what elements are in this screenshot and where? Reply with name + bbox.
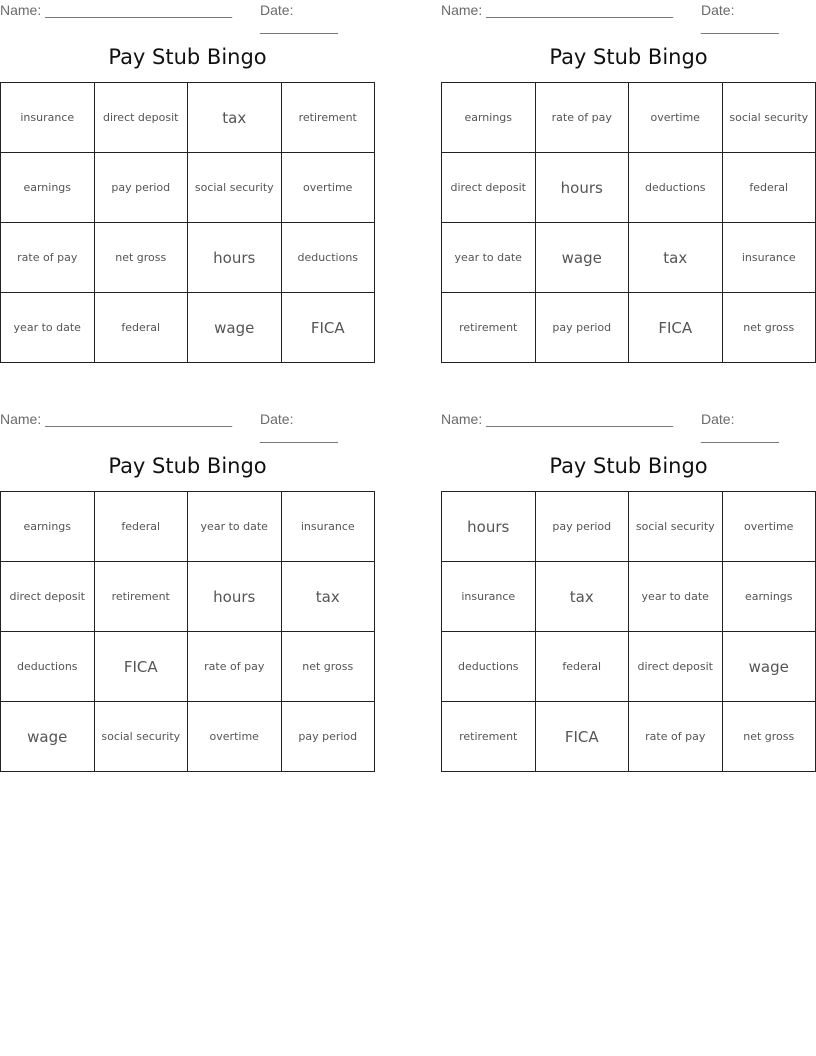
name-field-label: Name: ________________________ [0, 2, 232, 18]
bingo-cell: retirement [282, 83, 376, 153]
bingo-cell: net gross [723, 702, 816, 772]
bingo-cell: wage [1, 702, 95, 772]
card-title: Pay Stub Bingo [108, 454, 267, 478]
bingo-cell: net gross [282, 632, 376, 702]
bingo-cell: net gross [723, 293, 816, 363]
bingo-cell: insurance [1, 83, 95, 153]
bingo-cell: overtime [723, 492, 816, 562]
date-field-label: Date: __________ [701, 411, 779, 443]
name-field-label: Name: ________________________ [441, 411, 673, 427]
bingo-cell: earnings [442, 83, 536, 153]
card-title: Pay Stub Bingo [549, 454, 708, 478]
card-title: Pay Stub Bingo [549, 45, 708, 69]
bingo-cell: overtime [282, 153, 376, 223]
bingo-cell: year to date [1, 293, 95, 363]
name-date-line [0, 0, 375, 34]
bingo-cell: rate of pay [629, 702, 723, 772]
name-date-line [441, 0, 816, 34]
bingo-cell: deductions [442, 632, 536, 702]
bingo-cell: direct deposit [629, 632, 723, 702]
name-date-line [0, 409, 375, 443]
card-title: Pay Stub Bingo [108, 45, 267, 69]
bingo-cell: retirement [95, 562, 189, 632]
bingo-cell: retirement [442, 702, 536, 772]
bingo-cell: federal [536, 632, 630, 702]
name-field-label: Name: ________________________ [0, 411, 232, 427]
bingo-cell: FICA [95, 632, 189, 702]
bingo-cell: year to date [442, 223, 536, 293]
bingo-cell: tax [188, 83, 282, 153]
bingo-cell: hours [188, 223, 282, 293]
bingo-cell: earnings [723, 562, 816, 632]
bingo-cell: retirement [442, 293, 536, 363]
bingo-cell: tax [629, 223, 723, 293]
bingo-grid [441, 491, 816, 772]
bingo-cell: federal [723, 153, 816, 223]
bingo-card-4 [441, 409, 816, 772]
bingo-cell: deductions [282, 223, 376, 293]
bingo-cell: rate of pay [188, 632, 282, 702]
bingo-cell: insurance [723, 223, 816, 293]
bingo-cell: wage [188, 293, 282, 363]
bingo-cell: net gross [95, 223, 189, 293]
bingo-cell: pay period [536, 293, 630, 363]
bingo-cell: tax [536, 562, 630, 632]
bingo-grid [0, 491, 375, 772]
bingo-cell: overtime [188, 702, 282, 772]
bingo-cell: deductions [1, 632, 95, 702]
bingo-cell: direct deposit [442, 153, 536, 223]
bingo-cell: insurance [442, 562, 536, 632]
bingo-cell: tax [282, 562, 376, 632]
name-date-line [441, 409, 816, 443]
bingo-grid [0, 82, 375, 363]
name-field-label: Name: ________________________ [441, 2, 673, 18]
bingo-cell: rate of pay [536, 83, 630, 153]
bingo-cell: social security [723, 83, 816, 153]
bingo-card-3 [0, 409, 375, 772]
bingo-cell: year to date [629, 562, 723, 632]
bingo-card-2 [441, 0, 816, 363]
bingo-cell: federal [95, 492, 189, 562]
bingo-grid [441, 82, 816, 363]
bingo-cell: social security [629, 492, 723, 562]
bingo-cell: hours [536, 153, 630, 223]
bingo-cell: hours [188, 562, 282, 632]
bingo-cell: social security [188, 153, 282, 223]
bingo-cell: earnings [1, 153, 95, 223]
bingo-cell: wage [536, 223, 630, 293]
bingo-cell: pay period [282, 702, 376, 772]
bingo-cell: social security [95, 702, 189, 772]
bingo-cell: FICA [536, 702, 630, 772]
date-field-label: Date: __________ [701, 2, 779, 34]
date-field-label: Date: __________ [260, 411, 338, 443]
bingo-cell: earnings [1, 492, 95, 562]
bingo-cell: insurance [282, 492, 376, 562]
bingo-card-1 [0, 0, 375, 363]
bingo-cell: rate of pay [1, 223, 95, 293]
bingo-cell: deductions [629, 153, 723, 223]
bingo-cell: hours [442, 492, 536, 562]
bingo-cell: FICA [629, 293, 723, 363]
bingo-cell: direct deposit [1, 562, 95, 632]
bingo-cell: direct deposit [95, 83, 189, 153]
bingo-cell: FICA [282, 293, 376, 363]
bingo-cell: year to date [188, 492, 282, 562]
bingo-cell: federal [95, 293, 189, 363]
bingo-cell: wage [723, 632, 816, 702]
bingo-cell: overtime [629, 83, 723, 153]
date-field-label: Date: __________ [260, 2, 338, 34]
bingo-cell: pay period [95, 153, 189, 223]
bingo-cell: pay period [536, 492, 630, 562]
